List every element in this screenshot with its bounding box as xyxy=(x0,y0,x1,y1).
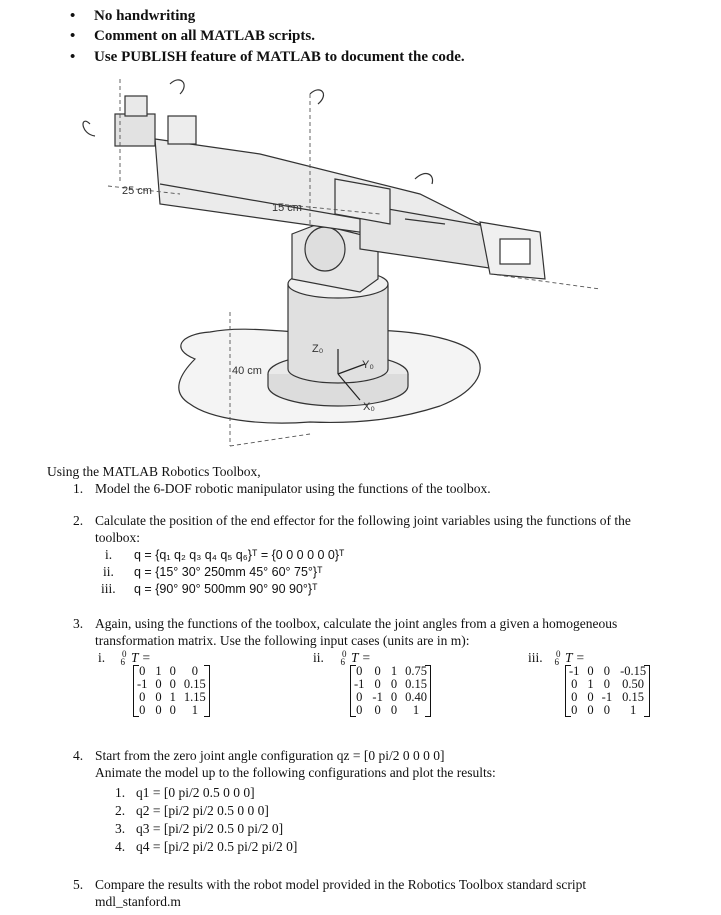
matrix-cell: 1 xyxy=(390,664,398,678)
transform-matrix xyxy=(350,665,431,717)
config-text: q4 = [pi/2 pi/2 0.5 pi/2 pi/2 0] xyxy=(136,839,298,854)
matrix-cell: 0 xyxy=(390,690,398,704)
matrix-cell: 1 xyxy=(155,664,162,678)
matrix-cell: 0 xyxy=(169,664,176,678)
matrix-cell: 0 xyxy=(603,703,610,717)
matrix-cell: 1.15 xyxy=(183,690,206,704)
matrix-cell: 1 xyxy=(412,703,420,717)
matrix-cell: -1 xyxy=(372,690,383,704)
joint-vector: q = {q₁ q₂ q₃ q₄ q₅ q₆}ᵀ = {0 0 0 0 0 0}ᵀ xyxy=(134,548,345,562)
intro-text: Using the MATLAB Robotics Toolbox, xyxy=(47,464,261,479)
matrix-cell: 1 xyxy=(169,690,176,704)
item4-line1: Start from the zero joint angle configuration qz = [0 pi/2 0 0 0 0] xyxy=(95,748,445,763)
matrix-cell: 0 xyxy=(139,690,146,704)
matrix-cell: -1 xyxy=(601,690,613,704)
item5-line2: mdl_stanford.m xyxy=(95,894,181,909)
bullet-dot-icon: • xyxy=(70,8,76,24)
item-number: 5. xyxy=(73,877,84,892)
joint-vector: q = {15° 30° 250mm 45° 60° 75°}ᵀ xyxy=(134,565,323,579)
transform-matrix xyxy=(565,665,650,717)
config-text: q2 = [pi/2 pi/2 0.5 0 0 0] xyxy=(136,803,269,818)
matrix-cell: 0 xyxy=(191,664,198,678)
matrix-cell: -1 xyxy=(569,664,580,678)
case-label: ii. xyxy=(103,564,114,579)
config-text: q1 = [0 pi/2 0.5 0 0 0] xyxy=(136,785,255,800)
matrix-cell: 1 xyxy=(629,703,637,717)
transform-symbol: $^0_6$ T = xyxy=(554,649,585,667)
transform-symbol: $^0_6$ T = xyxy=(340,649,371,667)
matrix-cell: 0 xyxy=(169,703,176,717)
config-text: q3 = [pi/2 pi/2 0.5 0 pi/2 0] xyxy=(136,821,284,836)
matrix-cell: -1 xyxy=(354,677,365,691)
matrix-cell: 0 xyxy=(587,690,594,704)
case-label: iii. xyxy=(528,650,543,665)
dimension-label-15cm: 15 cm xyxy=(272,202,302,214)
bullet-dot-icon: • xyxy=(70,49,76,65)
matrix-cell: 0 xyxy=(356,664,363,678)
matrix-cell: -1 xyxy=(137,677,148,691)
config-number: 4. xyxy=(115,839,126,854)
matrix-cell: 0 xyxy=(374,664,381,678)
matrix-row xyxy=(565,704,650,717)
matrix-cell: 0 xyxy=(155,690,162,704)
bullet-text: Use PUBLISH feature of MATLAB to document the code. xyxy=(94,49,465,65)
bullet-text: Comment on all MATLAB scripts. xyxy=(94,28,315,44)
matrix-cell: 0.40 xyxy=(405,690,427,704)
matrix-cell: 0 xyxy=(587,664,594,678)
config-number: 2. xyxy=(115,803,126,818)
matrix-cell: 0 xyxy=(390,703,398,717)
item5-line1: Compare the results with the robot model provided in the Robotics Toolbox standard script xyxy=(95,877,587,892)
matrix-cell: 0 xyxy=(603,664,610,678)
matrix-cell: 0.75 xyxy=(405,664,427,678)
item2-line2: toolbox: xyxy=(95,530,141,545)
matrix-cell: 1 xyxy=(587,677,594,691)
case-label: i. xyxy=(105,547,113,562)
config-number: 1. xyxy=(115,785,126,800)
item1-text: Model the 6-DOF robotic manipulator using the functions of the toolbox. xyxy=(95,481,491,496)
axis-label-z0: Z₀ xyxy=(312,343,324,355)
matrix-cell: 0.15 xyxy=(183,677,206,691)
item3-line1: Again, using the functions of the toolbox, calculate the joint angles from a given a homogeneous xyxy=(95,616,618,631)
dimension-label-40cm: 40 cm xyxy=(232,365,262,377)
matrix-cell: 1 xyxy=(191,703,198,717)
matrix-cell: 0 xyxy=(571,690,578,704)
item4-line2: Animate the model up to the following configurations and plot the results: xyxy=(95,765,496,780)
matrix-cell: 0 xyxy=(356,690,363,704)
matrix-cell: 0 xyxy=(390,677,398,691)
joint-vector: q = {90° 90° 500mm 90° 90 90°}ᵀ xyxy=(134,582,318,596)
case-label: ii. xyxy=(313,650,324,665)
matrix-cell: 0.15 xyxy=(405,677,427,691)
config-number: 3. xyxy=(115,821,126,836)
matrix-cell: 0 xyxy=(587,703,594,717)
transform-matrix xyxy=(133,665,210,717)
item3-line2: transformation matrix. Use the following input cases (units are in m): xyxy=(95,633,470,648)
matrix-cell: 0 xyxy=(155,703,162,717)
transform-symbol: $^0_6$ T = xyxy=(120,649,151,667)
matrix-cell: 0.15 xyxy=(622,690,645,704)
item-number: 4. xyxy=(73,748,84,763)
bullet-dot-icon: • xyxy=(70,28,76,44)
axis-label-y0: Y₀ xyxy=(362,359,374,371)
matrix-cell: 0 xyxy=(374,703,381,717)
matrix-cell: 0 xyxy=(155,677,162,691)
matrix-cell: 0 xyxy=(169,677,176,691)
matrix-cell: 0 xyxy=(139,703,146,717)
dimension-label-25cm: 25 cm xyxy=(122,185,152,197)
matrix-cell: 0 xyxy=(356,703,363,717)
matrix-cell: 0 xyxy=(374,677,381,691)
matrix-row xyxy=(133,704,210,717)
item-number: 1. xyxy=(73,481,84,496)
bullet-text: No handwriting xyxy=(94,8,196,24)
case-label: iii. xyxy=(101,581,116,596)
matrix-cell: 0 xyxy=(139,664,146,678)
case-label: i. xyxy=(98,650,106,665)
matrix-cell: 0.50 xyxy=(622,677,645,691)
matrix-row xyxy=(350,704,431,717)
item-number: 3. xyxy=(73,616,84,631)
robot-manipulator-figure xyxy=(60,74,600,454)
matrix-cell: -0.15 xyxy=(620,664,647,678)
axis-label-x0: X₀ xyxy=(363,401,375,413)
matrix-cell: 0 xyxy=(571,703,578,717)
matrix-cell: 0 xyxy=(571,677,578,691)
item-number: 2. xyxy=(73,513,84,528)
item2-line1: Calculate the position of the end effector for the following joint variables using the functions of the xyxy=(95,513,631,528)
matrix-cell: 0 xyxy=(603,677,610,691)
